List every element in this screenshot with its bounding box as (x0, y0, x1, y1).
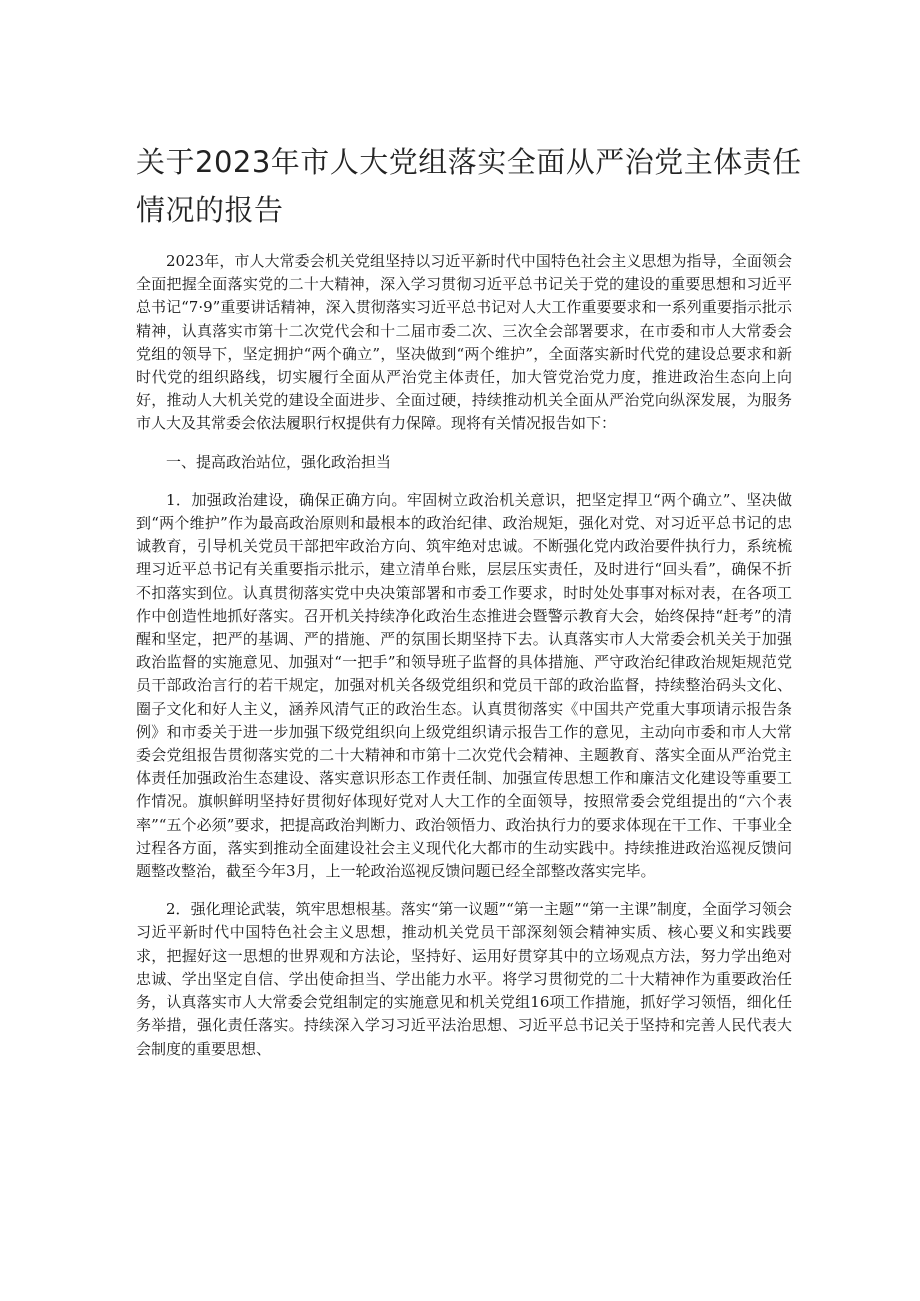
document-title-line-2: 情况的报告 (136, 193, 284, 227)
document-title (136, 138, 802, 234)
document-title-line-1: 关于2023年市人大党组落实全面从严治党主体责任 (136, 145, 802, 179)
intro-paragraph: 2023年，市人大常委会机关党组坚持以习近平新时代中国特色社会主义思想为指导，全面领会全面把握全面落实党的二十大精神，深入学习贯彻习近平总书记关于党的建设的重要思想和习近平总书记“7·9”重要讲话精神，深入贯彻落实习近平总书记对人大工作重要要求和一系列重要指示批示精神，认真落实市第十二次党代会和十二届市委二次、三次全会部署要求，在市委和市人大常委会党组的领导下，坚定拥护“两个确立”，坚决做到“两个维护”，全面落实新时代党的建设总要求和新时代党的组织路线，切实履行全面从严治党主体责任，加大管党治党力度，推进政治生态向上向好，推动人大机关党的建设全面进步、全面过硬，持续推动机关全面从严治党向纵深发展，为服务市人大及其常委会依法履职行权提供有力保障。现将有关情况报告如下： (136, 252, 792, 433)
section-heading: 一、提高政治站位，强化政治担当 (166, 452, 392, 471)
item-1-paragraph: 1．加强政治建设，确保正确方向。牢固树立政治机关意识，把坚定捍卫“两个确立”、坚决做到“两个维护”作为最高政治原则和最根本的政治纪律、政治规矩，强化对党、对习近平总书记的忠诚教育，引导机关党员干部把牢政治方向、筑牢绝对忠诚。不断强化党内政治要件执行力，系统梳理习近平总书记有关重要指示批示，建立清单台账，层层压实责任，及时进行“回头看”，确保不折不扣落实到位。认真贯彻落实党中央决策部署和市委工作要求，时时处处事事对标对表，在各项工作中创造性地抓好落实。召开机关持续净化政治生态推进会暨警示教育大会，始终保持“赶考”的清醒和坚定，把严的基调、严的措施、严的氛围长期坚持下去。认真落实市人大常委会机关关于加强政治监督的实施意见、加强对“一把手”和领导班子监督的具体措施、严守政治纪律政治规矩规范党员干部政治言行的若干规定，加强对机关各级党组织和党员干部的政治监督，持续整治码头文化、圈子文化和好人主义，涵养风清气正的政治生态。认真贯彻落实《中国共产党重大事项请示报告条例》和市委关于进一步加强下级党组织向上级党组织请示报告工作的意见，主动向市委和市人大常委会党组报告贯彻落实党的二十大精神和市第十二次党代会精神、主题教育、落实全面从严治党主体责任加强政治生态建设、落实意识形态工作责任制、加强宣传思想工作和廉洁文化建设等重要工作情况。旗帜鲜明坚持好贯彻好体现好党对人大工作的全面领导，按照常委会党组提出的“六个表率”“五个必须”要求，把提高政治判断力、政治领悟力、政治执行力的要求体现在干工作、干事业全过程各方面，落实到推动全面建设社会主义现代化大都市的生动实践中。持续推进政治巡视反馈问题整改整治，截至今年3月，上一轮政治巡视反馈问题已经全部整改落实完毕。 (136, 490, 792, 881)
item-2-paragraph: 2．强化理论武装，筑牢思想根基。落实“第一议题”“第一主题”“第一主课”制度，全面学习领会习近平新时代中国特色社会主义思想，推动机关党员干部深刻领会精神实质、核心要义和实践要求，把握好这一思想的世界观和方法论，坚持好、运用好贯穿其中的立场观点方法，努力学出绝对忠诚、学出坚定自信、学出使命担当、学出能力水平。将学习贯彻党的二十大精神作为重要政治任务，认真落实市人大常委会党组制定的实施意见和机关党组16项工作措施，抓好学习领悟，细化任务举措，强化责任落实。持续深入学习习近平法治思想、习近平总书记关于坚持和完善人民代表大会制度的重要思想、 (136, 900, 792, 1058)
document-body (136, 250, 792, 1076)
